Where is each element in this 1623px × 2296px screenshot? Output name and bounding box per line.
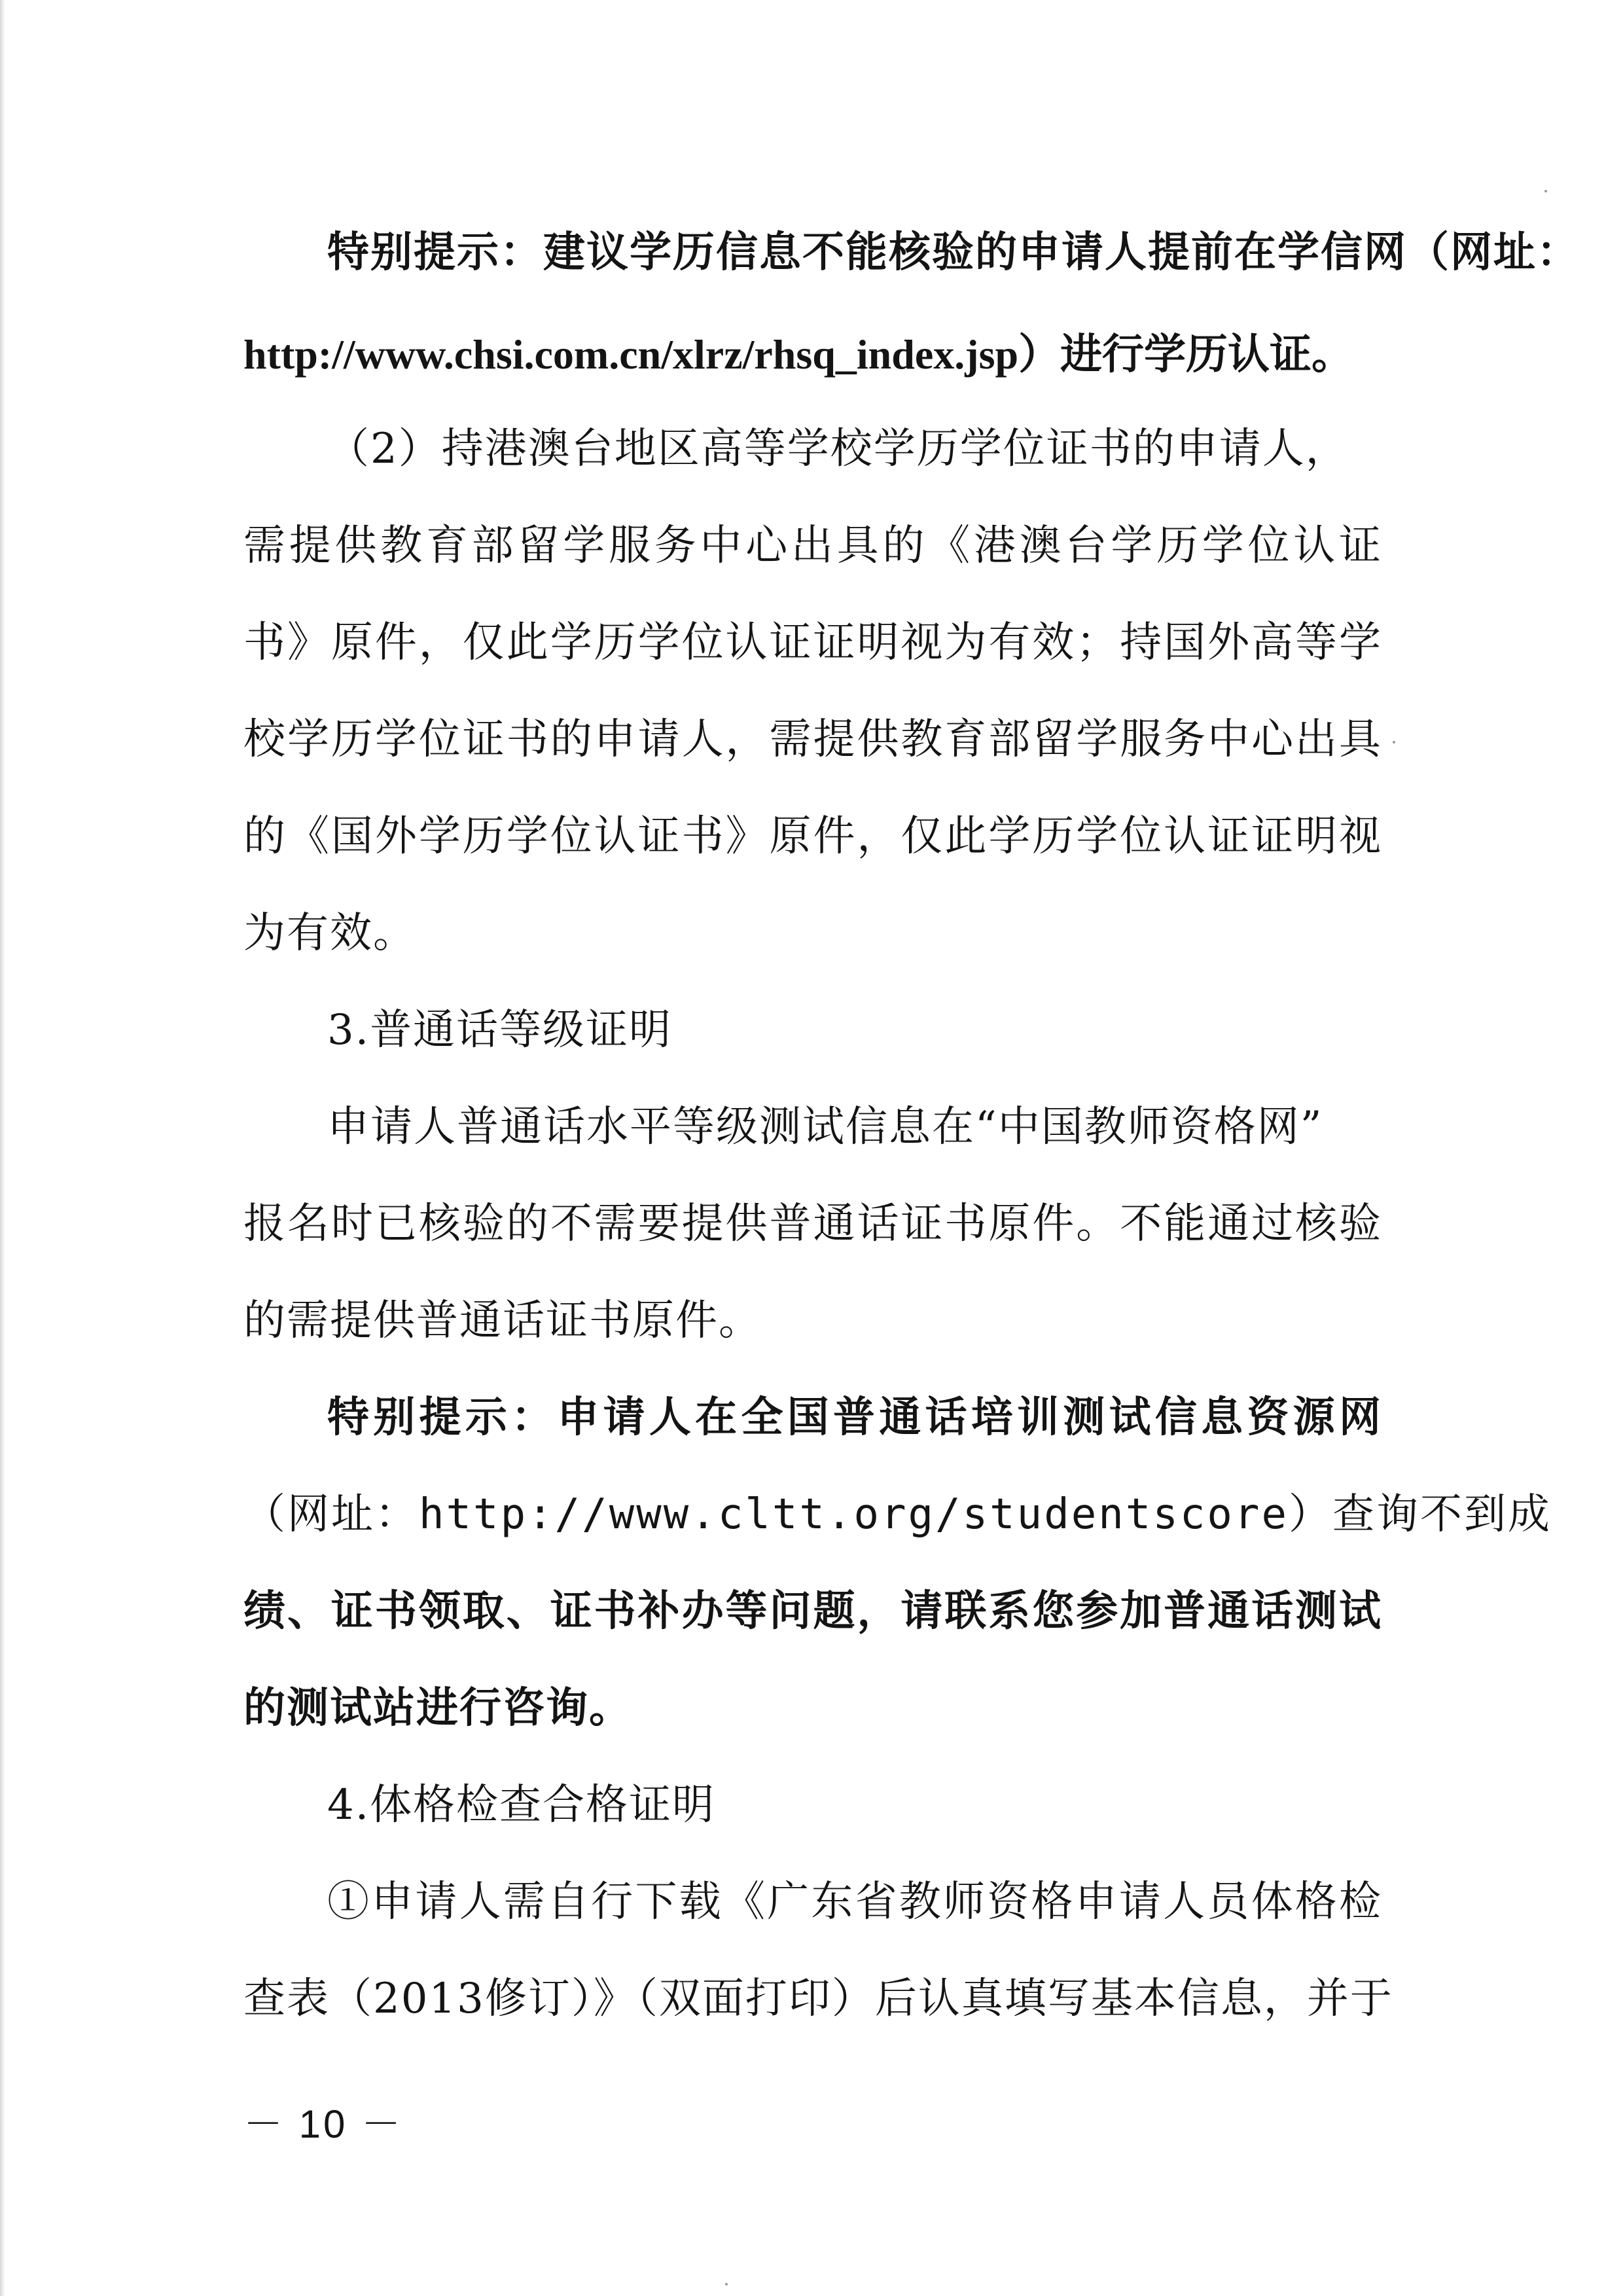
special-note-line-1: 特别提示：建议学历信息不能核验的申请人提前在学信网（网址： [327, 228, 1580, 277]
special-note-mandarin-url: （网址：http://www.cltt.org/studentscore）查询不到成 [243, 1490, 1552, 1539]
special-note-url-line: http://www.chsi.com.cn/xlrz/rhsq_index.jsp）进行学历认证。 [243, 331, 1354, 378]
scan-speck [725, 2283, 728, 2286]
scan-edge [0, 0, 5, 2296]
page-number: － 10 － [243, 2102, 404, 2146]
special-note-mandarin-1: 特别提示：申请人在全国普通话培训测试信息资源网 [327, 1393, 1382, 1442]
paragraph-line-physical-exam-1: ①申请人需自行下载《广东省教师资格申请人员体格检 [327, 1878, 1382, 1926]
scan-speck [1393, 741, 1395, 744]
paragraph-line-hk-mo-tw-6: 为有效。 [243, 909, 416, 958]
paragraph-line-hk-mo-tw-4: 校学历学位证书的申请人，需提供教育部留学服务中心出具 [243, 715, 1382, 764]
paragraph-line-hk-mo-tw-3: 书》原件，仅此学历学位认证证明视为有效；持国外高等学 [243, 619, 1382, 667]
paragraph-line-mandarin-1: 申请人普通话水平等级测试信息在“中国教师资格网” [327, 1103, 1323, 1151]
paragraph-line-hk-mo-tw-2: 需提供教育部留学服务中心出具的《港澳台学历学位认证 [243, 522, 1382, 570]
special-note-mandarin-2: 绩、证书领取、证书补办等问题，请联系您参加普通话测试 [243, 1587, 1382, 1636]
paragraph-line-physical-exam-2: 查表（2013修订）》（双面打印）后认真填写基本信息，并于 [243, 1975, 1393, 2023]
section-heading-mandarin: 3.普通话等级证明 [327, 1006, 673, 1054]
special-note-mandarin-3: 的测试站进行咨询。 [243, 1684, 632, 1732]
paragraph-line-hk-mo-tw-1: （2）持港澳台地区高等学校学历学位证书的申请人， [327, 425, 1349, 473]
section-heading-physical-exam: 4.体格检查合格证明 [327, 1781, 716, 1829]
paragraph-line-hk-mo-tw-5: 的《国外学历学位认证书》原件，仅此学历学位认证证明视 [243, 812, 1382, 861]
paragraph-line-mandarin-2: 报名时已核验的不需要提供普通话证书原件。不能通过核验 [243, 1200, 1382, 1248]
scan-speck [1544, 190, 1547, 192]
paragraph-line-mandarin-3: 的需提供普通话证书原件。 [243, 1297, 762, 1345]
